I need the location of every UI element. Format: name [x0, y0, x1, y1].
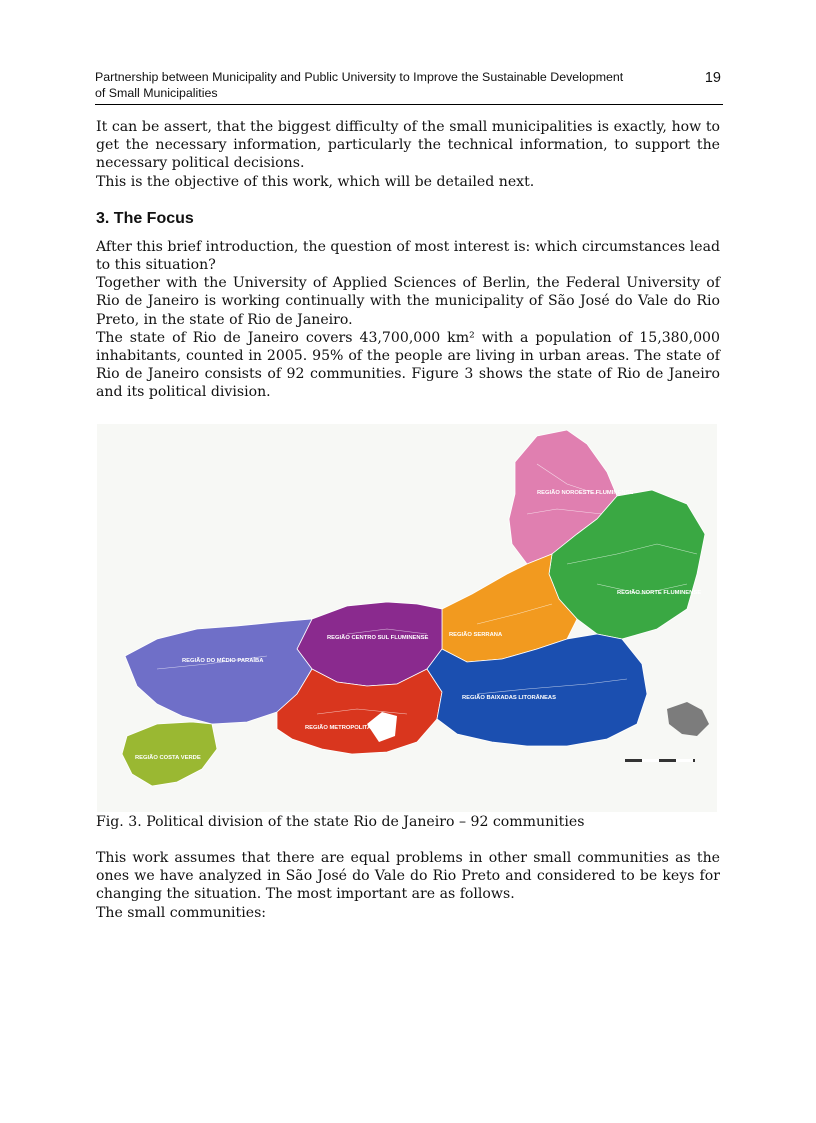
section-paragraph-2: Together with the University of Applied Sciences of Berlin, the Federal University of Rio de Janeiro is working continually with the municipality of São José do Vale do Rio Preto, in the state of Rio de Janeiro.	[96, 275, 720, 328]
section-paragraph-1: After this brief introduction, the question of most interest is: which circumstances lead to this situation?	[96, 238, 720, 274]
intro-paragraph-2: This is the objective of this work, which will be detailed next.	[96, 173, 535, 190]
label-metropolitana: REGIÃO METROPOLITANA	[305, 725, 380, 731]
label-costa-verde: REGIÃO COSTA VERDE	[135, 755, 201, 761]
after-paragraph-2: The small communities:	[96, 904, 267, 921]
label-serrana: REGIÃO SERRANA	[449, 632, 503, 638]
section-paragraph-3: The state of Rio de Janeiro covers 43,700,000 km² with a population of 15,380,000 inhabitants, counted in 2005. 95% of the people are living in urban areas. The state of Rio de Janeiro consists of 92 communities. Figure 3 shows the state of Rio de Janeiro and its political division.	[96, 329, 720, 401]
brazil-inset-icon	[667, 702, 709, 736]
label-serrana-top: REGIÃO NOROESTE FLUMINENSE	[537, 490, 634, 496]
region-costa-verde	[122, 722, 217, 786]
page-number: 19	[704, 70, 721, 86]
body-text	[96, 118, 720, 402]
label-baixadas: REGIÃO BAIXADAS LITORÂNEAS	[462, 695, 556, 701]
label-norte: REGIÃO NORTE FLUMINENSE	[617, 590, 702, 596]
map-figure	[97, 424, 717, 812]
running-header	[95, 70, 723, 105]
intro-paragraph-1: It can be assert, that the biggest difficulty of the small municipalities is exactly, how to get the necessary information, particularly the technical information, to support the necessary political decisions.	[96, 119, 720, 172]
label-medio-paraiba: REGIÃO DO MÉDIO PARAÍBA	[182, 658, 264, 664]
rio-de-janeiro-map	[97, 424, 717, 812]
after-paragraph-1: This work assumes that there are equal problems in other small communities as the ones we have analyzed in São José do Vale do Rio Preto and considered to be keys for changing the situation. The most important are as follows.	[96, 850, 720, 903]
section-heading: 3. The Focus	[96, 209, 194, 227]
label-centro-sul: REGIÃO CENTRO SUL FLUMINENSE	[327, 635, 429, 641]
scale-bar	[625, 759, 695, 762]
body-text-continued	[96, 849, 720, 922]
figure-caption: Fig. 3. Political division of the state Rio de Janeiro – 92 communities	[96, 814, 585, 830]
running-header-title: Partnership between Municipality and Public University to Improve the Sustainable Development of Small Municipalities	[95, 70, 624, 100]
